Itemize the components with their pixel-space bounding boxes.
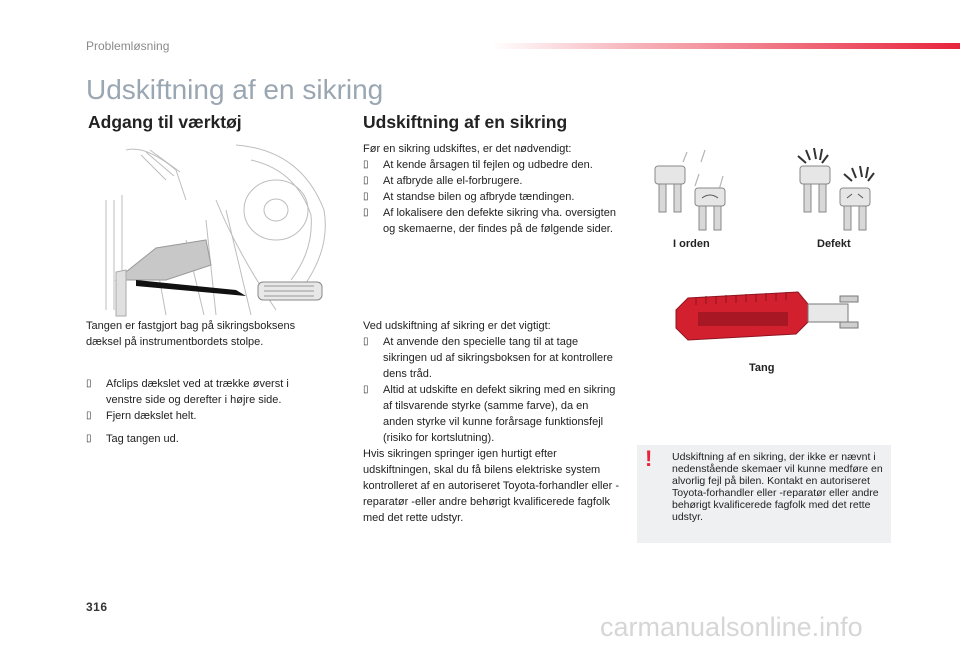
- bullet-marker-icon: ▯: [86, 378, 92, 389]
- list-item: [363, 157, 619, 173]
- bullet-marker-icon: ▯: [363, 336, 369, 347]
- heading-tool-access: Adgang til værktøj: [88, 112, 242, 132]
- before-replacement-block: [363, 141, 619, 237]
- bullet-marker-icon: ▯: [363, 175, 369, 186]
- list-item-text: Fjern dækslet helt.: [106, 410, 197, 422]
- bullet-marker-icon: ▯: [363, 207, 369, 218]
- tool-location-text: Tangen er fastgjort bag på sikringsboksens dæksel på instrumentbordets stolpe.: [86, 320, 296, 348]
- fuse-ok-illustration: [645, 146, 745, 236]
- label-fuse-puller: Tang: [749, 362, 775, 374]
- dashboard-illustration: [86, 140, 340, 318]
- tool-step-take-out: [86, 431, 326, 447]
- list-item-text: At standse bilen og afbryde tændingen.: [383, 191, 575, 203]
- bullet-marker-icon: ▯: [363, 384, 369, 395]
- bullet-marker-icon: ▯: [363, 159, 369, 170]
- bullet-marker-icon: ▯: [86, 410, 92, 421]
- header-accent-bar: [492, 43, 960, 49]
- list-item-text: At anvende den specielle tang til at tage sikringen ud af sikringsboksen for at kontrollere dens tråd.: [383, 336, 613, 380]
- list-item-text: Af lokalisere den defekte sikring vha. oversigten og skemaerne, der findes på de følgende sider.: [383, 207, 616, 235]
- during-replacement-block: [363, 318, 619, 526]
- heading-replace-fuse: Udskiftning af en sikring: [363, 112, 568, 132]
- list-item: [363, 382, 619, 446]
- watermark: carmanualsonline.info: [600, 612, 863, 642]
- list-item-text: Tag tangen ud.: [106, 433, 179, 445]
- fuse-defect-illustration: [790, 146, 890, 236]
- list-item: [86, 408, 326, 424]
- list-item: [363, 189, 619, 205]
- list-item-text: At afbryde alle el-forbrugere.: [383, 175, 523, 187]
- list-item: [86, 376, 326, 408]
- bullet-marker-icon: ▯: [363, 191, 369, 202]
- list-item-text: Afclips dækslet ved at trække øverst i venstre side og derefter i højre side.: [106, 378, 289, 406]
- page-number: 316: [86, 600, 108, 614]
- list-item-text: Altid at udskifte en defekt sikring med en sikring af tilsvarende styrke (samme farve), da en anden styrke vil kunne forårsage funktionsfejl (risiko for kortslutning).: [383, 384, 616, 444]
- label-fuse-defect: Defekt: [817, 238, 851, 250]
- tool-steps-list: [86, 376, 326, 424]
- list-item-text: At kende årsagen til fejlen og udbedre den.: [383, 159, 593, 171]
- section-label: Problemløsning: [86, 39, 170, 53]
- during-intro: Ved udskiftning af sikring er det vigtigt:: [363, 320, 551, 332]
- fuse-puller-illustration: [668, 282, 868, 352]
- warning-text: Udskiftning af en sikring, der ikke er nævnt i nedenstående skemaer vil kunne medføre en alvorlig fejl på bilen. Kontakt en autoriseret Toyota-forhandler eller -reparatør eller andre behørigt kvalificerede fagfolk med det rette udstyr.: [672, 451, 883, 523]
- list-item: [363, 205, 619, 237]
- page-title: Udskiftning af en sikring: [86, 74, 384, 105]
- before-intro: Før en sikring udskiftes, er det nødvendigt:: [363, 143, 572, 155]
- warning-exclamation-icon: !: [645, 446, 653, 471]
- list-item: [363, 334, 619, 382]
- list-item: [86, 431, 326, 447]
- fuse-ok-drawing: [645, 146, 745, 236]
- bullet-marker-icon: ▯: [86, 433, 92, 444]
- dashboard-drawing: [86, 140, 340, 318]
- closing-text: Hvis sikringen springer igen hurtigt efter udskiftningen, skal du få bilens elektriske system kontrolleret af en autoriseret Toyota-forhandler eller -reparatør -eller andre behørigt kvalificerede fagfolk med det rette udstyr.: [363, 448, 619, 524]
- list-item: [363, 173, 619, 189]
- fuse-defect-drawing: [790, 146, 890, 236]
- fuse-puller-drawing: [668, 282, 868, 352]
- label-fuse-ok: I orden: [673, 238, 710, 250]
